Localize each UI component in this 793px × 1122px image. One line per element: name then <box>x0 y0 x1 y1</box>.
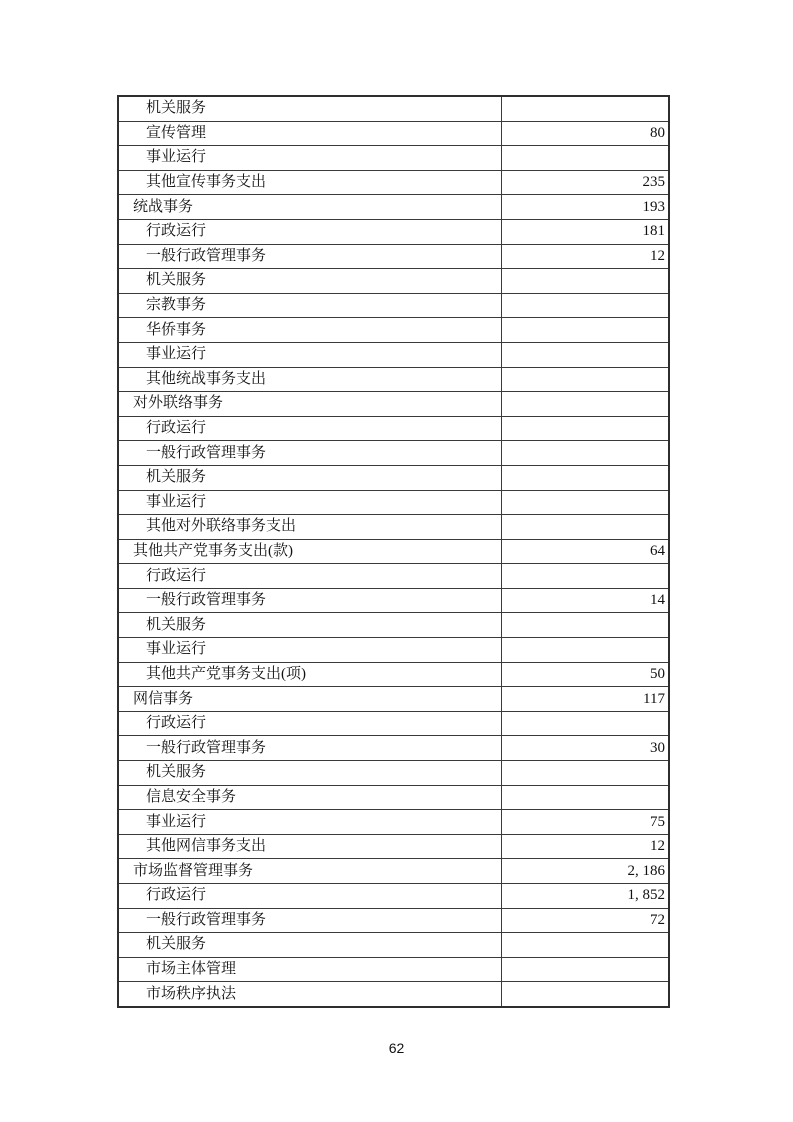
row-label: 机关服务 <box>119 97 502 121</box>
table-row <box>119 245 668 270</box>
row-label: 对外联络事务 <box>119 392 502 416</box>
row-label: 统战事务 <box>119 195 502 219</box>
table-row <box>119 195 668 220</box>
table-row <box>119 491 668 516</box>
row-label: 其他宣传事务支出 <box>119 171 502 195</box>
row-label: 市场主体管理 <box>119 958 502 982</box>
row-value <box>502 97 668 121</box>
table-row <box>119 909 668 934</box>
row-label: 华侨事务 <box>119 318 502 342</box>
table-row <box>119 613 668 638</box>
row-value: 75 <box>650 813 665 830</box>
table-row <box>119 540 668 565</box>
table-row <box>119 859 668 884</box>
row-label: 市场监督管理事务 <box>119 859 502 883</box>
row-value: 50 <box>650 665 665 682</box>
table-row <box>119 663 668 688</box>
row-value <box>502 933 668 957</box>
row-label: 事业运行 <box>119 146 502 170</box>
row-value <box>502 761 668 785</box>
row-label: 其他对外联络事务支出 <box>119 515 502 539</box>
row-value: 12 <box>650 247 665 264</box>
row-label: 事业运行 <box>119 491 502 515</box>
row-label: 行政运行 <box>119 220 502 244</box>
table-row <box>119 343 668 368</box>
row-label: 一般行政管理事务 <box>119 589 502 613</box>
row-label: 宗教事务 <box>119 294 502 318</box>
table-row <box>119 97 668 122</box>
table-row <box>119 294 668 319</box>
table-row <box>119 786 668 811</box>
row-label: 机关服务 <box>119 613 502 637</box>
row-label: 行政运行 <box>119 884 502 908</box>
table-row <box>119 318 668 343</box>
row-label: 宣传管理 <box>119 122 502 146</box>
row-value: 2, 186 <box>627 862 665 879</box>
row-label: 机关服务 <box>119 466 502 490</box>
table-row <box>119 122 668 147</box>
row-value <box>502 294 668 318</box>
table-row <box>119 958 668 983</box>
row-value <box>502 318 668 342</box>
table-row <box>119 466 668 491</box>
row-value <box>502 417 668 441</box>
row-label: 网信事务 <box>119 687 502 711</box>
row-value <box>502 564 668 588</box>
row-value <box>502 343 668 367</box>
table-row <box>119 933 668 958</box>
row-value: 72 <box>650 911 665 928</box>
row-value: 64 <box>650 542 665 559</box>
table-row <box>119 515 668 540</box>
row-label: 一般行政管理事务 <box>119 909 502 933</box>
row-value: 12 <box>650 838 665 855</box>
row-label: 事业运行 <box>119 343 502 367</box>
row-label: 其他统战事务支出 <box>119 368 502 392</box>
row-label: 一般行政管理事务 <box>119 245 502 269</box>
row-label: 事业运行 <box>119 638 502 662</box>
row-value <box>502 392 668 416</box>
table-row <box>119 220 668 245</box>
row-value <box>502 146 668 170</box>
row-value <box>502 958 668 982</box>
row-label: 一般行政管理事务 <box>119 441 502 465</box>
row-label: 事业运行 <box>119 810 502 834</box>
row-value <box>502 982 668 1006</box>
row-value: 80 <box>650 124 665 141</box>
row-label: 机关服务 <box>119 761 502 785</box>
row-label: 一般行政管理事务 <box>119 736 502 760</box>
table-row <box>119 417 668 442</box>
table-row <box>119 810 668 835</box>
row-value: 235 <box>642 174 665 191</box>
table-row <box>119 589 668 614</box>
page-number: 62 <box>388 1040 405 1056</box>
table-row <box>119 441 668 466</box>
table-row <box>119 736 668 761</box>
table-row <box>119 761 668 786</box>
row-label: 行政运行 <box>119 417 502 441</box>
row-label: 其他网信事务支出 <box>119 835 502 859</box>
table-row <box>119 884 668 909</box>
row-value <box>502 466 668 490</box>
row-value: 117 <box>643 690 665 707</box>
row-label: 行政运行 <box>119 564 502 588</box>
row-label: 机关服务 <box>119 269 502 293</box>
row-value: 14 <box>650 592 665 609</box>
row-value <box>502 491 668 515</box>
row-value <box>502 786 668 810</box>
row-value: 30 <box>650 739 665 756</box>
row-label: 市场秩序执法 <box>119 982 502 1006</box>
row-value <box>502 638 668 662</box>
table-row <box>119 835 668 860</box>
row-label: 其他共产党事务支出(项) <box>119 663 502 687</box>
row-value: 1, 852 <box>627 887 665 904</box>
row-label: 其他共产党事务支出(款) <box>119 540 502 564</box>
row-label: 信息安全事务 <box>119 786 502 810</box>
table-row <box>119 146 668 171</box>
table-row <box>119 982 668 1006</box>
table-row <box>119 687 668 712</box>
row-value: 193 <box>642 198 665 215</box>
table-row <box>119 368 668 393</box>
table-row <box>119 712 668 737</box>
table-row <box>119 269 668 294</box>
table-row <box>119 392 668 417</box>
row-value <box>502 368 668 392</box>
row-value <box>502 613 668 637</box>
row-value: 181 <box>642 223 665 240</box>
table-row <box>119 564 668 589</box>
row-label: 机关服务 <box>119 933 502 957</box>
row-value <box>502 269 668 293</box>
budget-table <box>117 95 670 1008</box>
table-row <box>119 171 668 196</box>
row-label: 行政运行 <box>119 712 502 736</box>
table-row <box>119 638 668 663</box>
row-value <box>502 712 668 736</box>
row-value <box>502 441 668 465</box>
row-value <box>502 515 668 539</box>
